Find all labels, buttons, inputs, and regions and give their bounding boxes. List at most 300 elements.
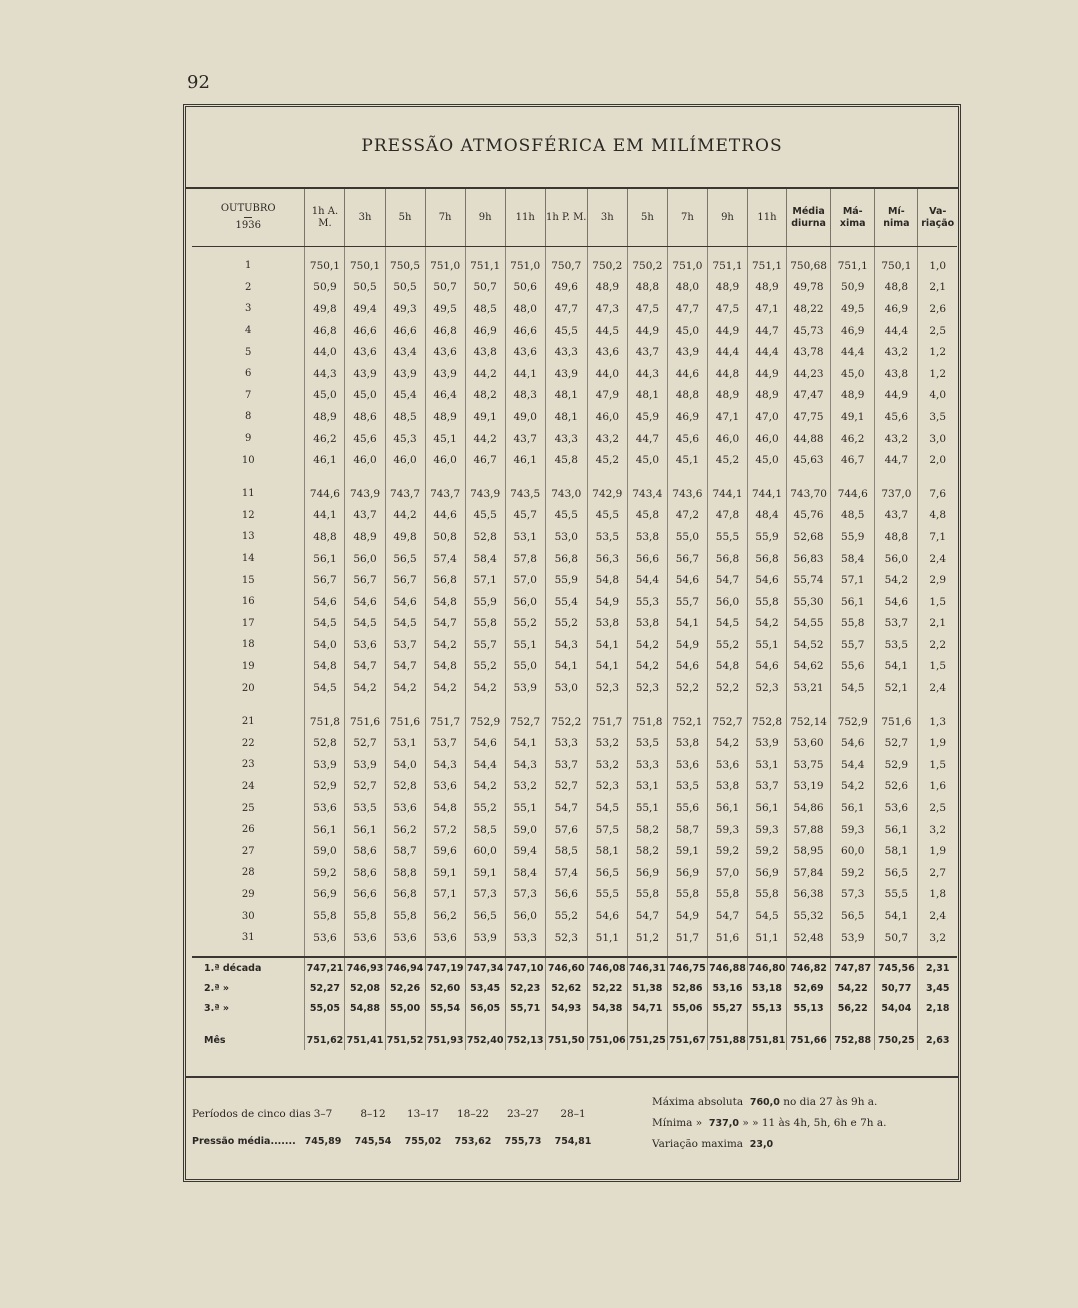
value-cell: 50,9 — [831, 277, 875, 299]
value-cell: 49,0 — [505, 406, 545, 428]
value-cell: 57,4 — [425, 548, 465, 570]
value-cell: 43,4 — [385, 341, 425, 363]
value-cell: 54,6 — [667, 569, 707, 591]
value-cell: 2,5 — [929, 324, 947, 337]
value-cell: 43,9 — [385, 363, 425, 385]
value-cell: 56,0 — [345, 548, 385, 570]
value-cell: 59,3 — [831, 819, 875, 841]
value-cell: 54,3 — [545, 634, 587, 656]
value-cell: 45,0 — [345, 385, 385, 407]
value-cell: 2,7 — [929, 866, 947, 879]
value-cell: 43,9 — [425, 363, 465, 385]
value-cell: 55,0 — [505, 656, 545, 678]
value-cell: 744,1 — [707, 483, 747, 505]
value-cell: 46,9 — [667, 406, 707, 428]
value-cell: 54,6 — [875, 591, 918, 613]
value-cell: 54,7 — [707, 905, 747, 927]
value-cell: 55,2 — [545, 613, 587, 635]
hour-header: 7h — [667, 189, 707, 247]
value-cell: 52,3 — [545, 927, 587, 949]
day-cell: 8 — [192, 406, 305, 428]
table-row — [192, 428, 957, 450]
value-cell: 47,47 — [787, 385, 831, 407]
value-cell: 44,4 — [748, 341, 787, 363]
table-row — [192, 776, 957, 798]
value-cell: 48,9 — [425, 406, 465, 428]
value-cell: 54,4 — [465, 754, 505, 776]
value-cell: 52,9 — [875, 754, 918, 776]
value-cell: 750,7 — [545, 255, 587, 277]
value-cell: 43,78 — [787, 341, 831, 363]
hour-header: 9h — [707, 189, 747, 247]
value-cell: 54,7 — [385, 656, 425, 678]
table-row — [192, 406, 957, 428]
value-cell: 52,68 — [787, 526, 831, 548]
value-cell: 55,8 — [345, 905, 385, 927]
table-row — [192, 840, 957, 862]
value-cell: 58,5 — [545, 840, 587, 862]
summary-value: 745,56 — [875, 957, 918, 978]
value-cell: 1,9 — [929, 845, 947, 858]
value-cell: 59,2 — [831, 862, 875, 884]
value-cell: 52,2 — [707, 677, 747, 699]
value-cell: 45,73 — [787, 320, 831, 342]
value-cell: 59,1 — [465, 862, 505, 884]
value-cell: 46,9 — [831, 320, 875, 342]
value-cell: 54,1 — [587, 656, 627, 678]
summary-value: 751,25 — [627, 1030, 667, 1050]
day-cell: 17 — [192, 613, 305, 635]
table-row — [192, 677, 957, 699]
value-cell: 53,9 — [831, 927, 875, 949]
value-cell: 48,8 — [875, 277, 918, 299]
table-row — [192, 505, 957, 527]
table-header — [192, 189, 957, 247]
summary-row — [192, 998, 957, 1018]
value-cell: 54,3 — [505, 754, 545, 776]
pressure-table — [192, 189, 957, 1050]
value-cell: 53,1 — [505, 526, 545, 548]
value-cell: 48,2 — [465, 385, 505, 407]
value-cell: 53,0 — [545, 526, 587, 548]
value-cell: 45,0 — [831, 363, 875, 385]
period-mean: 745,89 — [304, 1136, 342, 1147]
value-cell: 743,7 — [385, 483, 425, 505]
value-cell: 52,7 — [345, 732, 385, 754]
value-cell: 44,6 — [667, 363, 707, 385]
table-row — [192, 385, 957, 407]
value-cell: 56,0 — [707, 591, 747, 613]
summary-value: 52,69 — [787, 978, 831, 998]
value-cell: 48,8 — [627, 277, 667, 299]
value-cell: 43,7 — [875, 505, 918, 527]
summary-value: 750,25 — [875, 1030, 918, 1050]
value-cell: 59,6 — [425, 840, 465, 862]
maxima-header: Má- xima — [831, 189, 875, 247]
value-cell: 55,8 — [667, 884, 707, 906]
value-cell: 48,6 — [345, 406, 385, 428]
day-cell: 12 — [192, 505, 305, 527]
summary-value: 2,31 — [918, 957, 957, 978]
summary-value: 55,00 — [385, 998, 425, 1018]
value-cell: 46,9 — [875, 298, 918, 320]
value-cell: 56,6 — [545, 884, 587, 906]
value-cell: 743,9 — [465, 483, 505, 505]
value-cell: 52,6 — [875, 776, 918, 798]
day-cell: 25 — [192, 797, 305, 819]
value-cell: 55,2 — [465, 656, 505, 678]
value-cell: 58,4 — [831, 548, 875, 570]
value-cell: 53,1 — [385, 732, 425, 754]
value-cell: 55,8 — [305, 905, 345, 927]
summary-value: 52,62 — [545, 978, 587, 998]
table-row — [192, 483, 957, 505]
value-cell: 1,6 — [929, 780, 947, 793]
value-cell: 58,5 — [465, 819, 505, 841]
value-cell: 53,6 — [345, 634, 385, 656]
value-cell: 54,2 — [345, 677, 385, 699]
summary-value: 746,60 — [545, 957, 587, 978]
value-cell: 54,2 — [748, 613, 787, 635]
value-cell: 56,8 — [545, 548, 587, 570]
table-row — [192, 732, 957, 754]
value-cell: 50,8 — [425, 526, 465, 548]
value-cell: 2,5 — [929, 802, 947, 815]
value-cell: 59,0 — [505, 819, 545, 841]
table-row — [192, 905, 957, 927]
value-cell: 56,3 — [587, 548, 627, 570]
value-cell: 54,1 — [587, 634, 627, 656]
value-cell: 45,5 — [465, 505, 505, 527]
value-cell: 54,2 — [875, 569, 918, 591]
value-cell: 743,5 — [505, 483, 545, 505]
value-cell: 52,3 — [587, 677, 627, 699]
value-cell: 53,6 — [425, 776, 465, 798]
value-cell: 46,8 — [305, 320, 345, 342]
table-row — [192, 613, 957, 635]
value-cell: 48,5 — [385, 406, 425, 428]
value-cell: 56,1 — [707, 797, 747, 819]
value-cell: 751,7 — [425, 711, 465, 733]
day-cell: 22 — [192, 732, 305, 754]
value-cell: 60,0 — [831, 840, 875, 862]
summary-value: 52,26 — [385, 978, 425, 998]
value-cell: 45,8 — [627, 505, 667, 527]
value-cell: 743,4 — [627, 483, 667, 505]
value-cell: 55,1 — [627, 797, 667, 819]
value-cell: 53,9 — [305, 754, 345, 776]
value-cell: 53,3 — [545, 732, 587, 754]
value-cell: 48,0 — [667, 277, 707, 299]
table-row — [192, 449, 957, 471]
period-mean: 753,62 — [454, 1136, 492, 1147]
value-cell: 43,3 — [545, 428, 587, 450]
value-cell: 49,1 — [831, 406, 875, 428]
value-cell: 751,8 — [627, 711, 667, 733]
value-cell: 48,9 — [831, 385, 875, 407]
value-cell: 3,5 — [929, 410, 947, 423]
value-cell: 750,5 — [385, 255, 425, 277]
summary-value: 751,81 — [748, 1030, 787, 1050]
value-cell: 53,7 — [748, 776, 787, 798]
value-cell: 743,9 — [345, 483, 385, 505]
value-cell: 2,1 — [929, 617, 947, 630]
table-row — [192, 526, 957, 548]
value-cell: 750,68 — [787, 255, 831, 277]
value-cell: 53,5 — [875, 634, 918, 656]
value-cell: 751,1 — [465, 255, 505, 277]
value-cell: 52,8 — [385, 776, 425, 798]
table-row — [192, 591, 957, 613]
summary-value: 746,80 — [748, 957, 787, 978]
summary-label: Mês — [192, 1030, 305, 1050]
value-cell: 751,1 — [707, 255, 747, 277]
value-cell: 49,5 — [425, 298, 465, 320]
value-cell: 49,78 — [787, 277, 831, 299]
value-cell: 50,7 — [875, 927, 918, 949]
value-cell: 48,9 — [707, 277, 747, 299]
value-cell: 54,5 — [345, 613, 385, 635]
summary-value: 3,45 — [925, 982, 950, 994]
value-cell: 48,1 — [545, 385, 587, 407]
summary-value: 751,06 — [587, 1030, 627, 1050]
day-cell: 6 — [192, 363, 305, 385]
value-cell: 53,7 — [425, 732, 465, 754]
summary-value: 751,52 — [385, 1030, 425, 1050]
value-cell: 57,3 — [465, 884, 505, 906]
value-cell: 48,1 — [545, 406, 587, 428]
value-cell: 47,75 — [787, 406, 831, 428]
value-cell: 49,8 — [385, 526, 425, 548]
hour-header: 3h — [587, 189, 627, 247]
value-cell: 750,1 — [345, 255, 385, 277]
value-cell: 54,9 — [667, 634, 707, 656]
value-cell: 54,9 — [667, 905, 707, 927]
value-cell: 50,9 — [305, 277, 345, 299]
value-cell: 56,83 — [787, 548, 831, 570]
value-cell: 52,7 — [545, 776, 587, 798]
value-cell: 2,4 — [929, 682, 947, 695]
hour-header: 3h — [345, 189, 385, 247]
value-cell: 45,6 — [875, 406, 918, 428]
period-label: 23–27 — [507, 1108, 539, 1120]
value-cell: 49,1 — [465, 406, 505, 428]
value-cell: 750,1 — [875, 255, 918, 277]
value-cell: 46,7 — [465, 449, 505, 471]
value-cell: 48,4 — [748, 505, 787, 527]
value-cell: 58,1 — [875, 840, 918, 862]
value-cell: 53,5 — [587, 526, 627, 548]
value-cell: 50,7 — [465, 277, 505, 299]
value-cell: 751,7 — [587, 711, 627, 733]
summary-row — [192, 978, 957, 998]
value-cell: 2,9 — [929, 574, 947, 587]
value-cell: 54,7 — [545, 797, 587, 819]
summary-value: 751,41 — [345, 1030, 385, 1050]
value-cell: 54,4 — [831, 754, 875, 776]
value-cell: 54,52 — [787, 634, 831, 656]
value-cell: 43,7 — [505, 428, 545, 450]
value-cell: 55,4 — [545, 591, 587, 613]
value-cell: 48,8 — [667, 385, 707, 407]
variacao-header: Va- riação — [918, 189, 957, 247]
value-cell: 48,9 — [305, 406, 345, 428]
value-cell: 43,2 — [875, 428, 918, 450]
day-cell: 15 — [192, 569, 305, 591]
hour-header: 1h A. M. — [305, 189, 345, 247]
value-cell: 54,1 — [505, 732, 545, 754]
summary-value: 50,77 — [875, 978, 918, 998]
day-cell: 2 — [192, 277, 305, 299]
value-cell: 2,4 — [929, 552, 947, 565]
value-cell: 59,0 — [305, 840, 345, 862]
value-cell: 1,9 — [929, 737, 947, 750]
value-cell: 54,6 — [831, 732, 875, 754]
hour-header: 5h — [627, 189, 667, 247]
hour-header: 9h — [465, 189, 505, 247]
value-cell: 54,2 — [425, 634, 465, 656]
summary-value: 752,88 — [831, 1030, 875, 1050]
value-cell: 53,0 — [545, 677, 587, 699]
value-cell: 56,9 — [667, 862, 707, 884]
value-cell: 752,9 — [831, 711, 875, 733]
value-cell: 54,5 — [587, 797, 627, 819]
value-cell: 1,0 — [929, 259, 947, 272]
value-cell: 2,6 — [929, 302, 947, 315]
value-cell: 56,9 — [627, 862, 667, 884]
summary-value: 55,05 — [305, 998, 345, 1018]
value-cell: 54,6 — [667, 656, 707, 678]
summary-value: 751,93 — [425, 1030, 465, 1050]
value-cell: 45,9 — [627, 406, 667, 428]
value-cell: 52,8 — [305, 732, 345, 754]
value-cell: 750,1 — [305, 255, 345, 277]
value-cell: 45,0 — [667, 320, 707, 342]
summary-value: 55,06 — [667, 998, 707, 1018]
value-cell: 2,1 — [929, 281, 947, 294]
value-cell: 50,5 — [345, 277, 385, 299]
value-cell: 752,2 — [545, 711, 587, 733]
value-cell: 54,2 — [627, 656, 667, 678]
value-cell: 60,0 — [465, 840, 505, 862]
table-row — [192, 298, 957, 320]
summary-value: 53,45 — [465, 978, 505, 998]
value-cell: 45,76 — [787, 505, 831, 527]
value-cell: 55,5 — [707, 526, 747, 548]
value-cell: 52,8 — [465, 526, 505, 548]
value-cell: 48,9 — [587, 277, 627, 299]
value-cell: 56,0 — [875, 548, 918, 570]
value-cell: 45,1 — [425, 428, 465, 450]
day-cell: 30 — [192, 905, 305, 927]
value-cell: 57,5 — [587, 819, 627, 841]
value-cell: 752,14 — [787, 711, 831, 733]
value-cell: 43,6 — [345, 341, 385, 363]
table-row — [192, 634, 957, 656]
value-cell: 54,5 — [305, 613, 345, 635]
summary-row — [192, 1030, 957, 1050]
value-cell: 46,6 — [385, 320, 425, 342]
value-cell: 43,9 — [345, 363, 385, 385]
value-cell: 56,5 — [587, 862, 627, 884]
value-cell: 43,9 — [667, 341, 707, 363]
table-row — [192, 711, 957, 733]
day-cell: 13 — [192, 526, 305, 548]
value-cell: 744,1 — [748, 483, 787, 505]
value-cell: 744,6 — [831, 483, 875, 505]
period-label: 3–7 — [313, 1108, 333, 1120]
value-cell: 55,8 — [385, 905, 425, 927]
value-cell: 57,2 — [425, 819, 465, 841]
summary-value: 54,04 — [875, 998, 918, 1018]
value-cell: 45,1 — [667, 449, 707, 471]
value-cell: 56,7 — [345, 569, 385, 591]
value-cell: 743,0 — [545, 483, 587, 505]
value-cell: 53,7 — [545, 754, 587, 776]
value-cell: 743,6 — [667, 483, 707, 505]
value-cell: 1,2 — [929, 346, 947, 359]
value-cell: 3,2 — [929, 931, 947, 944]
value-cell: 45,5 — [545, 320, 587, 342]
value-cell: 43,2 — [587, 428, 627, 450]
value-cell: 56,1 — [305, 819, 345, 841]
value-cell: 750,2 — [627, 255, 667, 277]
summary-value: 746,94 — [385, 957, 425, 978]
hour-header: 5h — [385, 189, 425, 247]
value-cell: 46,6 — [345, 320, 385, 342]
value-cell: 53,9 — [345, 754, 385, 776]
value-cell: 55,1 — [505, 797, 545, 819]
day-cell: 23 — [192, 754, 305, 776]
value-cell: 56,7 — [385, 569, 425, 591]
value-cell: 54,7 — [627, 905, 667, 927]
summary-value: 752,13 — [505, 1030, 545, 1050]
value-cell: 45,4 — [385, 385, 425, 407]
value-cell: 53,7 — [385, 634, 425, 656]
value-cell: 751,8 — [305, 711, 345, 733]
value-cell: 44,6 — [425, 505, 465, 527]
value-cell: 56,8 — [385, 884, 425, 906]
value-cell: 59,1 — [425, 862, 465, 884]
period-label: 18–22 — [457, 1108, 489, 1120]
value-cell: 54,86 — [787, 797, 831, 819]
day-cell: 27 — [192, 840, 305, 862]
value-cell: 55,8 — [707, 884, 747, 906]
footer — [186, 1076, 958, 1178]
value-cell: 1,3 — [929, 715, 947, 728]
value-cell: 53,6 — [667, 754, 707, 776]
value-cell: 55,2 — [505, 613, 545, 635]
value-cell: 54,6 — [305, 591, 345, 613]
value-cell: 53,1 — [748, 754, 787, 776]
summary-value: 54,71 — [627, 998, 667, 1018]
period-mean: 754,81 — [554, 1136, 592, 1147]
value-cell: 55,7 — [465, 634, 505, 656]
table-row — [192, 927, 957, 949]
value-cell: 45,3 — [385, 428, 425, 450]
value-cell: 48,8 — [875, 526, 918, 548]
value-cell: 48,9 — [748, 277, 787, 299]
value-cell: 57,0 — [707, 862, 747, 884]
hour-header: 1h P. M. — [545, 189, 587, 247]
value-cell: 53,6 — [385, 927, 425, 949]
value-cell: 53,2 — [505, 776, 545, 798]
value-cell: 1,5 — [929, 660, 947, 673]
table-row — [192, 320, 957, 342]
summary-value: 54,93 — [545, 998, 587, 1018]
value-cell: 57,1 — [465, 569, 505, 591]
value-cell: 52,9 — [305, 776, 345, 798]
